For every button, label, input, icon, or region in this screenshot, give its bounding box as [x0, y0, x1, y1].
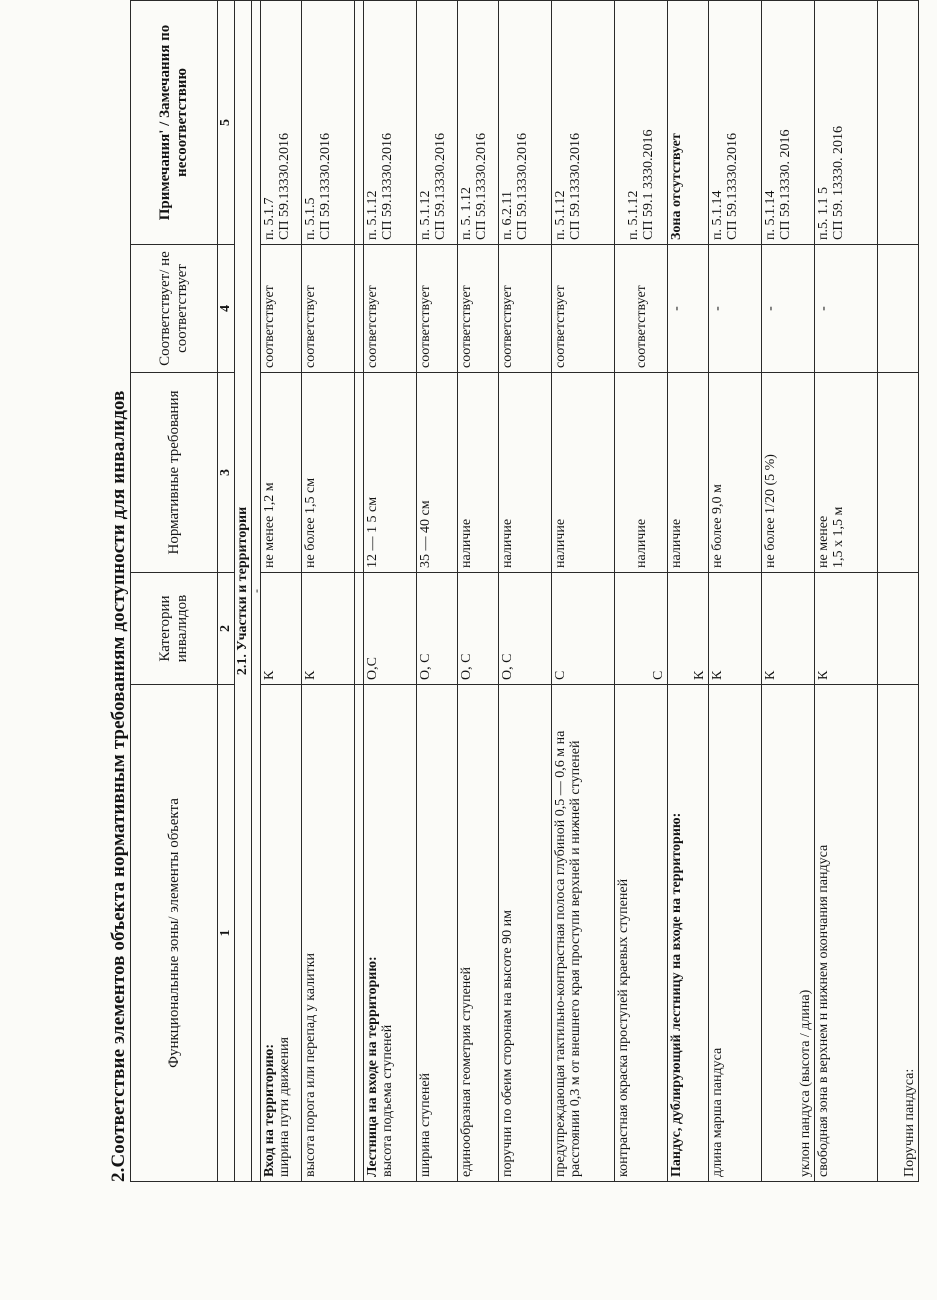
- section-dash-row: [252, 1, 261, 1182]
- row-note: п.5. 1.1 5 СП 59. 13330. 2016: [815, 1, 878, 245]
- row-status: -: [762, 245, 815, 373]
- column-number: 1: [218, 685, 235, 1182]
- header-zones: Функциональные зоны/ элементы объекта: [131, 685, 218, 1182]
- row-status: -: [709, 245, 762, 373]
- column-numbers-row: [218, 1, 235, 1182]
- row-zone: Вход на территорию: ширина пути движения: [261, 685, 302, 1182]
- column-number: 4: [218, 245, 235, 373]
- row-status: соответствует: [552, 245, 615, 373]
- row-zone: длина марша пандуса: [709, 685, 762, 1182]
- header-requirements: Нормативные требования: [131, 373, 218, 573]
- section-dash: -: [252, 1, 261, 1182]
- accessibility-table: [130, 0, 919, 1182]
- row-note: п. 5. 1.12 СП 59.13330.2016: [458, 1, 499, 245]
- header-categories: Категории инвалидов: [131, 573, 218, 685]
- row-requirement: не более 9,0 м: [709, 373, 762, 573]
- table-row: [261, 1, 302, 1182]
- row-note: п. 5.1.14 СП 59.13330.2016: [709, 1, 762, 245]
- table-row: [878, 1, 919, 1182]
- table-row: [364, 1, 417, 1182]
- table-row: [499, 1, 552, 1182]
- header-row: [131, 1, 218, 1182]
- row-note: п. 5.1.12 СП 59.13330.2016: [364, 1, 417, 245]
- row-note: п. 5.1.12 СП 59.1 3330.2016: [615, 1, 668, 245]
- row-category: [878, 573, 919, 685]
- accessibility-table-wrap: [130, 0, 919, 1182]
- row-note: п. 5.1.5 СП 59.13330.2016: [302, 1, 355, 245]
- row-zone: Поручни пандуса:: [878, 685, 919, 1182]
- group-heading-ramp: Пандус, дублирующий лестницу на входе на территорию:: [669, 812, 684, 1177]
- row-category: О,С: [364, 573, 417, 685]
- spacer-row: [355, 1, 364, 1182]
- row-zone: контрастная окраска проступей краевых ступеней: [615, 685, 668, 1182]
- row-status: соответствует: [364, 245, 417, 373]
- row-requirement: не более 1,5 см: [302, 373, 355, 573]
- section-title: 2.1. Участки и территории: [235, 1, 252, 1182]
- column-number: 2: [218, 573, 235, 685]
- group-heading-stairs: Лестница на входе на территорию:: [365, 956, 380, 1177]
- document-title: 2.Соответствие элементов объекта нормативным требованиям доступности для инвалидов: [108, 390, 129, 1182]
- row-category: К: [261, 573, 302, 685]
- header-notes: Примечания' / Замечания по несоответствию: [131, 1, 218, 245]
- column-number: 3: [218, 373, 235, 573]
- table-row: [668, 1, 709, 1182]
- row-requirement: наличие: [552, 373, 615, 573]
- row-requirement: наличие: [499, 373, 552, 573]
- row-zone: Лестница на входе на территорию: высота подъема ступеней: [364, 685, 417, 1182]
- row-requirement: 12 — 1 5 см: [364, 373, 417, 573]
- row-zone: предупреждающая тактильно-контрастная полоса глубиной 0,5 — 0,6 м на расстоянии 0,3 м от внешнего края проступи верхней и нижней ступеней: [552, 685, 615, 1182]
- table-row: [762, 1, 815, 1182]
- row-zone: единообразная геометрия ступеней: [458, 685, 499, 1182]
- table-row: [458, 1, 499, 1182]
- row-category: К: [762, 573, 815, 685]
- row-category: О, С: [499, 573, 552, 685]
- row-category: О, С: [417, 573, 458, 685]
- row-note: п. 5.1.7 СП 59.13330.2016: [261, 1, 302, 245]
- table-row: [552, 1, 615, 1182]
- group-heading-entry: Вход на территорию:: [262, 1044, 277, 1177]
- row-requirement: наличие: [668, 373, 709, 573]
- row-status: соответствует: [615, 245, 668, 373]
- header-compliance: Соответствует/ не соответствует: [131, 245, 218, 373]
- row-status: соответствует: [499, 245, 552, 373]
- table-row: [709, 1, 762, 1182]
- row-status: -: [815, 245, 878, 373]
- row-requirement: не менее 1,2 м: [261, 373, 302, 573]
- row-requirement: наличие: [615, 373, 668, 573]
- row-category: С: [552, 573, 615, 685]
- row-status: [878, 245, 919, 373]
- row-zone: уклон пандуса (высота / длина): [762, 685, 815, 1182]
- row-status: -: [668, 245, 709, 373]
- row-category: С: [615, 573, 668, 685]
- row-note: п. 6.2.11 СП 59.13330.2016: [499, 1, 552, 245]
- row-zone: свободная зона в верхнем н нижнем окончания пандуса: [815, 685, 878, 1182]
- row-note: п. 5.1.12 СП 59.13330.2016: [417, 1, 458, 245]
- row-note: Зона отсутствует: [668, 1, 709, 245]
- table-row: [815, 1, 878, 1182]
- row-category: К: [668, 573, 709, 685]
- row-category: К: [302, 573, 355, 685]
- table-row: [302, 1, 355, 1182]
- row-category: К: [815, 573, 878, 685]
- row-status: соответствует: [458, 245, 499, 373]
- row-category: К: [709, 573, 762, 685]
- column-number: 5: [218, 1, 235, 245]
- row-requirement: не менее 1,5 х 1,5 м: [815, 373, 878, 573]
- row-zone: поручни по обеим сторонам на высоте 90 им: [499, 685, 552, 1182]
- row-zone: [668, 685, 709, 1182]
- row-note: п. 5.1.14 СП 59.13330. 2016: [762, 1, 815, 245]
- row-note: п. 5.1.12 СП 59.13330.2016: [552, 1, 615, 245]
- row-status: соответствует: [261, 245, 302, 373]
- row-requirement: 35 — 40 см: [417, 373, 458, 573]
- row-requirement: наличие: [458, 373, 499, 573]
- row-status: соответствует: [302, 245, 355, 373]
- row-zone: высота порога или перепад у калитки: [302, 685, 355, 1182]
- table-row: [417, 1, 458, 1182]
- row-zone: ширина ступеней: [417, 685, 458, 1182]
- row-status: соответствует: [417, 245, 458, 373]
- row-requirement: [878, 373, 919, 573]
- row-note: [878, 1, 919, 245]
- table-row: [615, 1, 668, 1182]
- row-category: О, С: [458, 573, 499, 685]
- row-requirement: не более 1/20 (5 %): [762, 373, 815, 573]
